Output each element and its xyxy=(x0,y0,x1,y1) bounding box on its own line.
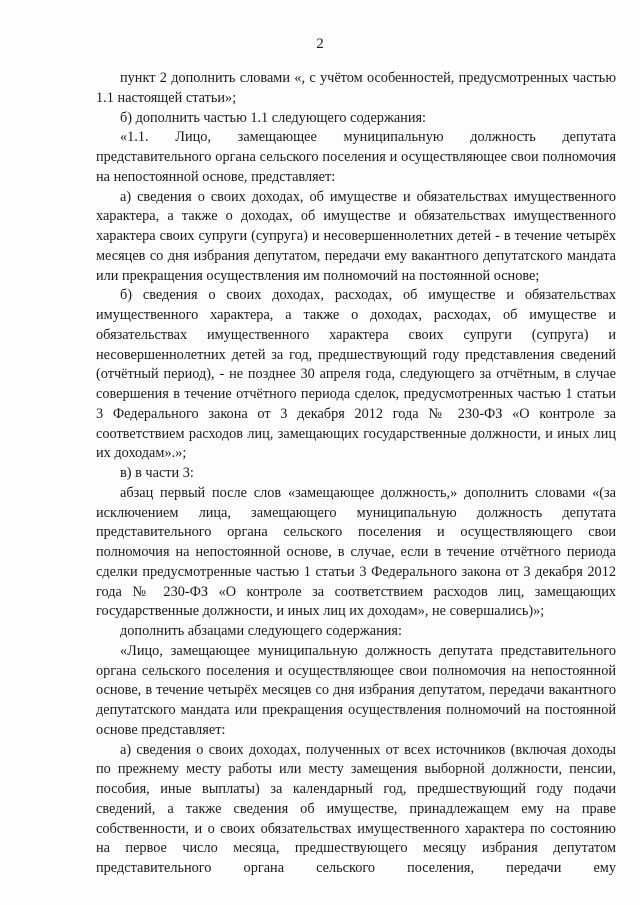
paragraph-first-abzac: абзац первый после слов «замещающее должность,» дополнить словами «(за исключением лица, замещающего муниципальную должность депутата представительного органа сельского поселения и осуществляющего свои полномочия на непостоянной основе, в случае, если в течение отчётного периода сделки предусмотренные частью 1 статьи 3 Федерального закона от 3 декабря 2012 года № 230-ФЗ «О контроле за соответствием расходов лиц, замещающих государственные должности, и иных лиц их доходам», не совершались)»; xyxy=(96,484,616,620)
paragraph-amend-item-2: пункт 2 дополнить словами «, с учётом особенностей, предусмотренных частью 1.1 настоящей статьи»; xyxy=(96,70,616,106)
paragraph-1-1-intro: «1.1. Лицо, замещающее муниципальную должность депутата представительного органа сельского поселения и осуществляющее свои полномочия на непостоянной основе, представляет: xyxy=(96,129,616,185)
paragraph-deputy-presents: «Лицо, замещающее муниципальную должность депутата представительного органа сельского поселения и осуществляющее свои полномочия на непостоянной основе, в течение четырёх месяцев со дня избрания депутатом, передачи вакантного депутатского мандата или прекращения осуществления полномочий на постоянной основе представляет: xyxy=(96,642,616,738)
paragraph-a-income: а) сведения о своих доходах, полученных от всех источников (включая доходы по прежнему месту работы или месту замещения выборной должности, пенсии, пособия, иные выплаты) за календарный год, предшествующий году подачи сведений, а также сведения об имуществе, принадлежащем ему на праве собственности, и о своих обязательствах имущественного характера по состоянию на первое число месяца, предшествующего месяцу избрания депутатом представительного органа сельского поселения, передачи ему xyxy=(96,741,616,876)
page-number: 2 xyxy=(316,36,324,52)
paragraph-add-abzacs: дополнить абзацами следующего содержания: xyxy=(120,623,402,639)
paragraph-v-part-3: в) в части 3: xyxy=(120,465,194,481)
document-body xyxy=(96,69,616,879)
paragraph-1-1-b: б) сведения о своих доходах, расходах, об имуществе и обязательствах имущественного характера, а также о доходах, расходах, об имуществе и обязательствах имущественного характера своих супруги (супруга) и несовершеннолетних детей за год, предшествующий году представления сведений (отчётный период), - не позднее 30 апреля года, следующего за отчётным, в случае совершения в течение отчётного периода сделок, предусмотренных частью 1 статьи 3 Федерального закона от 3 декабря 2012 года № 230-ФЗ «О контроле за соответствием расходов лиц, замещающих государственные должности, и иных лиц их доходам».»; xyxy=(96,287,616,462)
paragraph-b-add-part: б) дополнить частью 1.1 следующего содержания: xyxy=(120,109,427,126)
paragraph-1-1-a: а) сведения о своих доходах, об имуществе и обязательствах имущественного характера, а также о доходах, об имуществе и обязательствах имущественного характера своих супруги (супруга) и несовершеннолетних детей - в течение четырёх месяцев со дня избрания депутатом, передачи ему вакантного депутатского мандата или прекращения осуществления им полномочий на постоянной основе; xyxy=(96,188,616,284)
